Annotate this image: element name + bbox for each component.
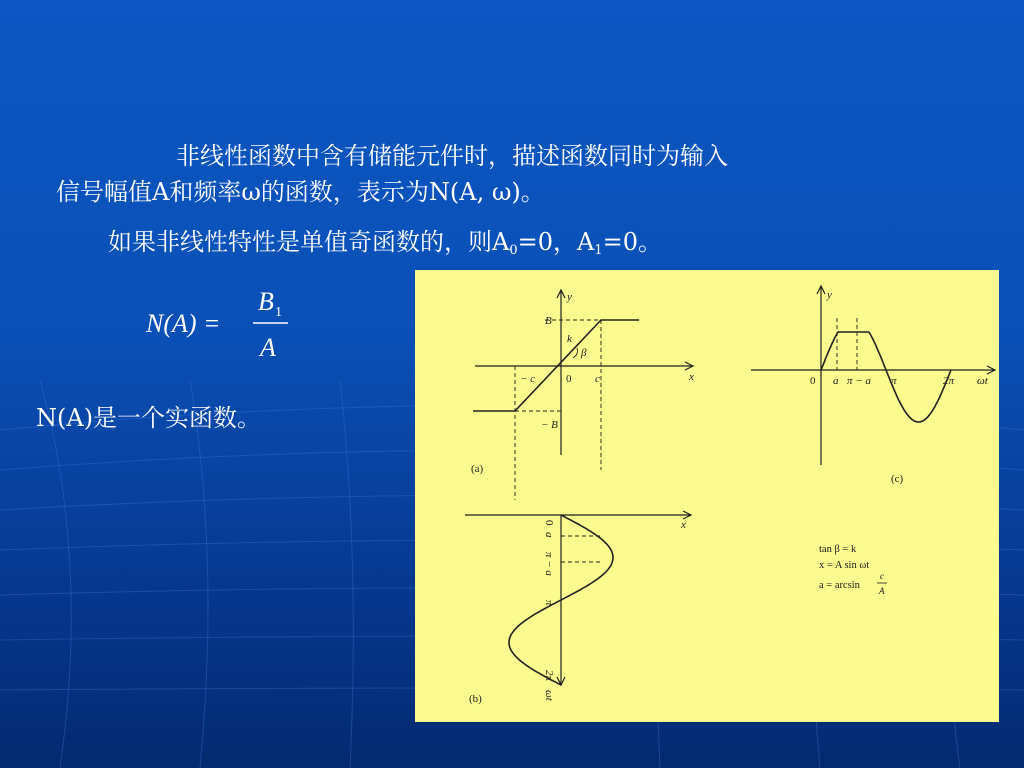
panel-a-caption: (a) bbox=[471, 463, 484, 475]
legend-line-1: tan β = k bbox=[819, 544, 857, 555]
para2-suffix: =0。 bbox=[602, 228, 663, 256]
panel-a bbox=[473, 290, 693, 500]
panel-b-labels bbox=[469, 519, 686, 705]
panel-c-label-omega-t: ωt bbox=[977, 375, 988, 387]
panel-c bbox=[751, 286, 995, 465]
panel-a-label-beta: β bbox=[581, 347, 587, 359]
panel-b-label-omega-t: ωt bbox=[543, 690, 555, 701]
panel-c-label-two-pi: 2π bbox=[943, 375, 955, 387]
panel-c-label-y: y bbox=[827, 289, 832, 301]
panel-b-label-pi: π bbox=[543, 600, 555, 606]
legend-line-3: a = arcsin bbox=[819, 580, 860, 591]
panel-c-label-zero: 0 bbox=[810, 375, 816, 387]
figure-drawing bbox=[415, 270, 999, 722]
panel-b-dashed-guides bbox=[561, 536, 601, 562]
panel-c-caption: (c) bbox=[891, 473, 904, 485]
panel-c-dashed-guides bbox=[837, 318, 857, 370]
nonlinearity-figure bbox=[415, 270, 999, 722]
para1-line2: 信号幅值A和频率ω的函数，表示为N(A, ω)。 bbox=[56, 178, 545, 206]
panel-a-label-zero: 0 bbox=[566, 373, 572, 385]
panel-c-label-pi-minus-a: π − a bbox=[847, 375, 871, 387]
paragraph-real-function: N(A)是一个实函数。 bbox=[36, 404, 262, 432]
panel-a-label-k: k bbox=[567, 333, 572, 345]
panel-a-label-neg-B: − B bbox=[541, 419, 558, 431]
panel-b-caption: (b) bbox=[469, 693, 482, 705]
panel-a-label-B: B bbox=[545, 315, 552, 327]
panel-a-label-x: x bbox=[689, 371, 694, 383]
panel-a-labels bbox=[471, 291, 694, 475]
panel-b-label-zero: 0 bbox=[543, 520, 555, 526]
para2-subscript-1: 1 bbox=[594, 243, 603, 258]
legend-fraction-numerator: c bbox=[880, 571, 884, 581]
panel-c-label-pi: π bbox=[891, 375, 897, 387]
panel-a-label-neg-c: − c bbox=[520, 373, 536, 385]
panel-c-label-a: a bbox=[833, 375, 839, 387]
para2-prefix: 如果非线性特性是单值奇函数的，则A bbox=[108, 228, 510, 256]
formula-numerator: B bbox=[258, 287, 274, 316]
panel-a-label-y: y bbox=[567, 291, 572, 303]
panel-a-label-c: c bbox=[595, 373, 600, 385]
paragraph-description bbox=[56, 138, 728, 210]
figure-legend bbox=[819, 544, 887, 596]
formula-numerator-subscript: 1 bbox=[275, 305, 282, 320]
para2-middle: =0，A bbox=[517, 228, 595, 256]
formula-lhs: N(A) = bbox=[146, 309, 221, 338]
panel-b-label-pi-minus-a: π − a bbox=[543, 552, 555, 576]
panel-c-waveform bbox=[821, 332, 951, 422]
formula-denominator: A bbox=[260, 333, 276, 362]
panel-b-label-x: x bbox=[681, 519, 686, 531]
panel-b-label-two-pi: 2π bbox=[543, 670, 555, 682]
describing-function-formula bbox=[140, 282, 300, 366]
legend-line-2: x = A sin ωt bbox=[819, 560, 870, 571]
paragraph-odd-function bbox=[108, 224, 662, 269]
panel-b-label-a: a bbox=[543, 532, 555, 538]
para2-subscript-0: 0 bbox=[509, 243, 518, 258]
legend-fraction-denominator: A bbox=[879, 586, 885, 596]
para1-line1: 非线性函数中含有储能元件时，描述函数同时为输入 bbox=[176, 142, 728, 170]
panel-a-dashed-guides bbox=[515, 320, 601, 500]
panel-b bbox=[465, 511, 691, 685]
